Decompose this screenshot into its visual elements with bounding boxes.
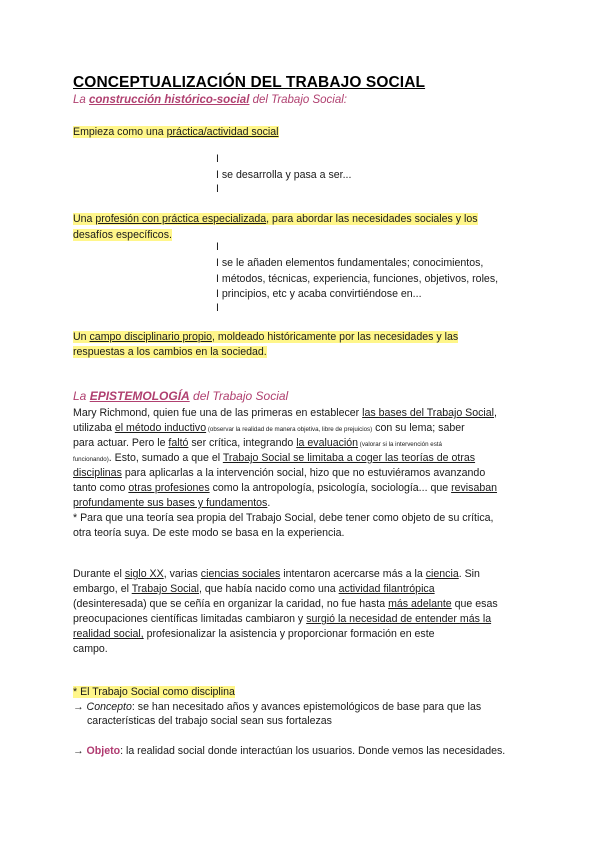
p1-line-5: disciplinas para aplicarlas a la intervención social, hizo que no estuviéramos avanzando [73, 467, 486, 479]
page-title: CONCEPTUALIZACIÓN DEL TRABAJO SOCIAL [73, 74, 426, 91]
p1-line-7: profundamente sus bases y fundamentos. [73, 497, 271, 509]
p2-line-4: preocupaciones científicas limitadas cambiaron y surgió la necesidad de entender más la [73, 613, 492, 625]
p3-object-line: → Objeto: la realidad social donde interactúan los usuarios. Donde vemos las necesidades. [73, 745, 506, 757]
p1-line-9: otra teoría suya. De este modo se basa en la experiencia. [73, 527, 345, 539]
p1-line-4: funcionando). Esto, sumado a que el Trabajo Social se limitaba a coger las teorías de otras [73, 452, 476, 464]
add-line-3: I principios, etc y acaba convirtiéndose en... [216, 288, 422, 300]
bar-3: I [216, 241, 219, 253]
p2-line-1: Durante el siglo XX, varias ciencias sociales intentaron acercarse más a la ciencia. Sin [73, 568, 480, 580]
bar-1: I [216, 153, 219, 165]
section-heading-epistemology: La EPISTEMOLOGÍA del Trabajo Social [73, 389, 289, 403]
p3-heading: * El Trabajo Social como disciplina [73, 686, 235, 698]
add-line-2: I métodos, técnicas, experiencia, funciones, objetivos, roles, [216, 273, 499, 285]
p1-line-6: tanto como otras profesiones como la antropología, psicología, sociología... que revisaban [73, 482, 498, 494]
stage-discipline: Un campo disciplinario propio, moldeado históricamente por las necesidades y las [73, 331, 459, 343]
p2-line-2: embargo, el Trabajo Social, que había nacido como una actividad filantrópica [73, 583, 435, 595]
subtitle: La construcción histórico-social del Trabajo Social: [73, 94, 347, 106]
p1-line-2: utilizaba el método inductivo (observar la realidad de manera objetiva, libre de prejuicios) con su lema; saber [73, 422, 465, 434]
stage-discipline-l2: respuestas a los cambios en la sociedad. [73, 346, 267, 358]
develops-text: I se desarrolla y pasa a ser... [216, 169, 352, 181]
p1-line-3: para actuar. Pero le faltó ser crítica, integrando la evaluación (valorar si la intervención está [73, 437, 442, 449]
arrow-right-icon: → [73, 701, 84, 713]
p2-line-6: campo. [73, 643, 108, 655]
stage-profession-l2: desafíos específicos. [73, 229, 172, 241]
p1-line-1: Mary Richmond, quien fue una de las primeras en establecer las bases del Trabajo Social, [73, 407, 497, 419]
p2-line-3: (desinteresada) que se ceñía en organizar la caridad, no fue hasta más adelante que esas [73, 598, 498, 610]
add-line-1: I se le añaden elementos fundamentales; conocimientos, [216, 257, 484, 269]
p3-concept-line-1: → Concepto: se han necesitado años y avances epistemológicos de base para que las [73, 701, 482, 713]
p3-concept-line-2: características del trabajo social sean sus fortalezas [87, 715, 332, 727]
p2-line-5: realidad social, profesionalizar la asistencia y proporcionar formación en este [73, 628, 435, 640]
bar-4: I [216, 302, 219, 314]
p1-line-8: * Para que una teoría sea propia del Trabajo Social, debe tener como objeto de su crítica, [73, 512, 494, 524]
arrow-right-icon: → [73, 745, 84, 757]
stage-profession: Una profesión con práctica especializada, para abordar las necesidades sociales y los [73, 213, 478, 225]
bar-2: I [216, 183, 219, 195]
stage-practice: Empieza como una práctica/actividad social [73, 126, 279, 138]
